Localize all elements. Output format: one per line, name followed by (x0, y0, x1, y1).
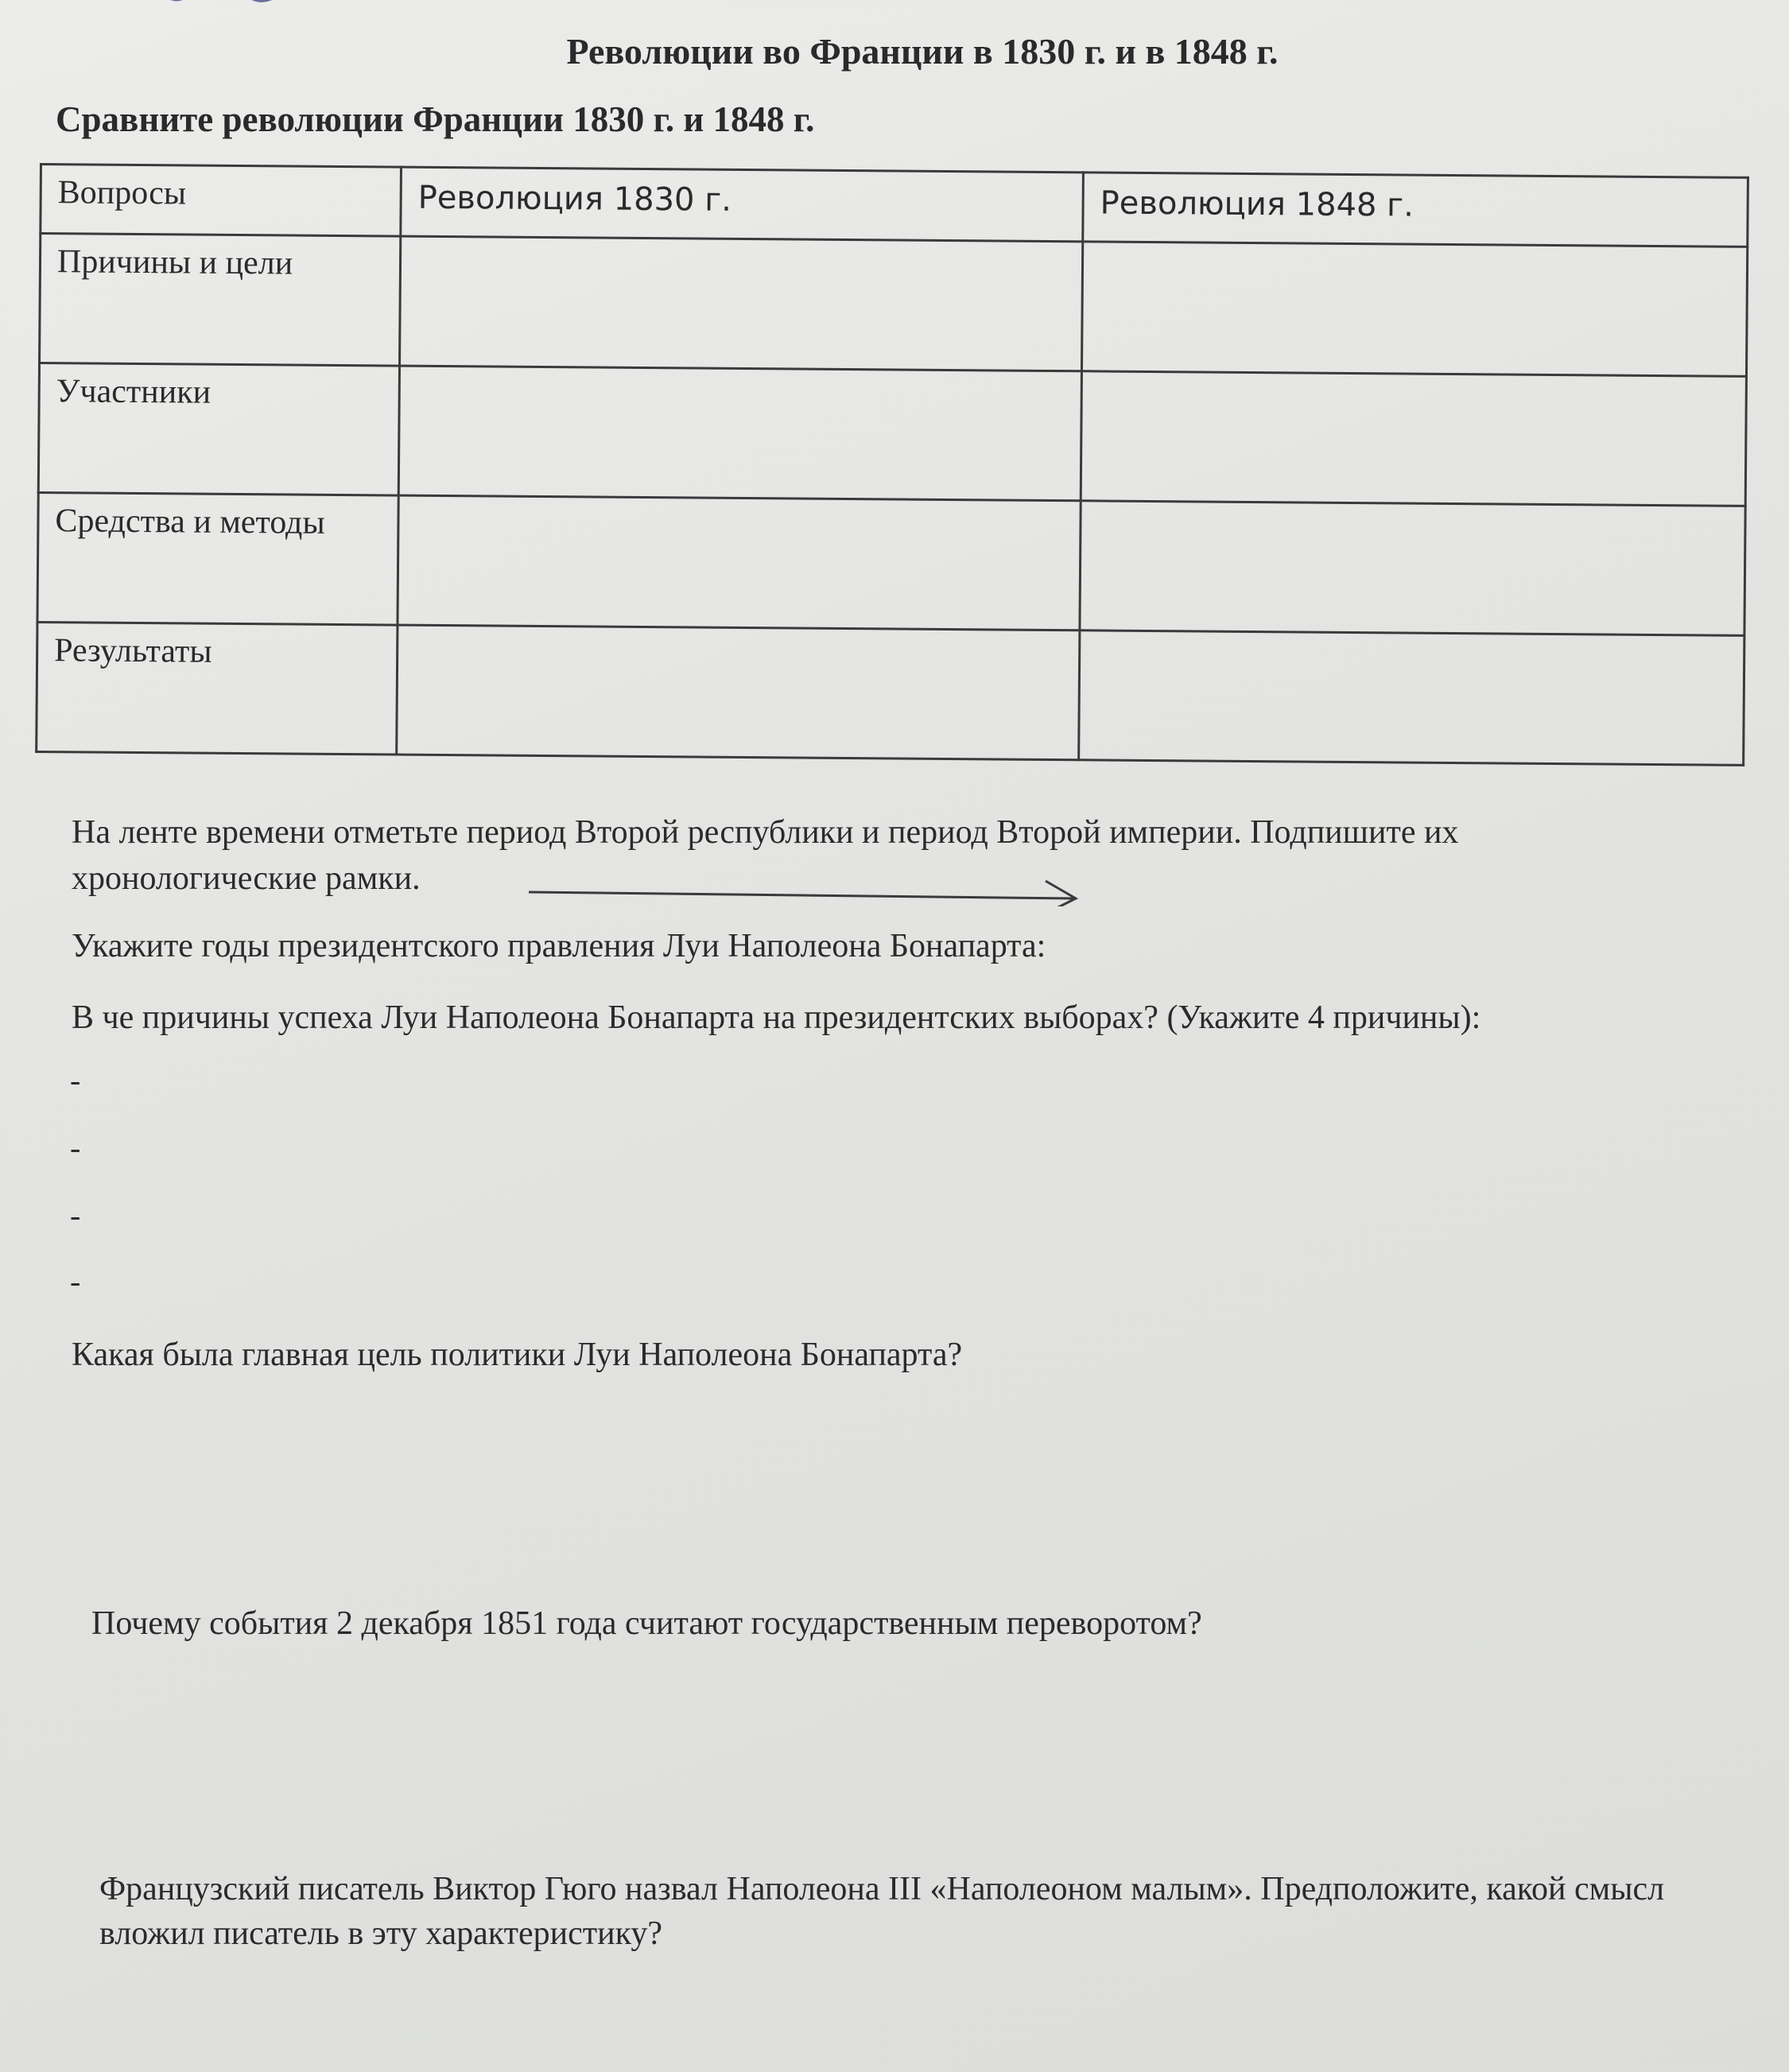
row-label: Участники (38, 363, 399, 496)
answer-cell[interactable] (1080, 501, 1745, 636)
answer-dash: - (70, 1197, 81, 1233)
answer-cell[interactable] (400, 236, 1083, 371)
row-label: Причины и цели (40, 234, 401, 367)
task-heading: Сравните революции Франции 1830 г. и 1848 г. (56, 99, 815, 139)
table-row (40, 234, 1748, 377)
header-revolution-1830: Революция 1830 г. (401, 167, 1084, 242)
answer-cell[interactable] (398, 366, 1081, 501)
header-questions: Вопросы (41, 165, 402, 237)
question-goal: Какая была главная цель политики Луи Наполеона Бонапарта? (72, 1337, 963, 1373)
table-row (38, 363, 1746, 506)
handwritten-mark (151, 0, 310, 27)
table-header-row (41, 165, 1748, 247)
page-title: Революции во Франции в 1830 г. и в 1848 г. (566, 31, 1279, 72)
table-row (37, 622, 1744, 765)
answer-cell[interactable] (1081, 242, 1747, 377)
question-reasons: В че причины успеха Луи Наполеона Бонапарта на президентских выборах? (Укажите 4 причины): (72, 999, 1481, 1036)
question-years: Укажите годы президентского правления Луи Наполеона Бонапарта: (72, 928, 1046, 964)
answer-dash: - (70, 1130, 81, 1166)
header-revolution-1848: Революция 1848 г. (1083, 173, 1748, 247)
question-hugo: Французский писатель Виктор Гюго назвал Наполеона III «Наполеоном малым». Предположите, какой смысл вложил писатель в эту характеристику? (99, 1871, 1665, 1952)
answer-cell[interactable] (398, 495, 1081, 631)
answer-cell[interactable] (1079, 631, 1744, 766)
table-row (37, 492, 1745, 635)
timeline-arrow (529, 875, 1085, 906)
question-coup: Почему события 2 декабря 1851 года считают государственным переворотом? (91, 1605, 1202, 1642)
comparison-table (35, 163, 1749, 766)
row-label: Результаты (37, 622, 398, 755)
answer-cell[interactable] (1081, 371, 1746, 506)
question-timeline: На ленте времени отметьте период Второй республики и период Второй империи. Подпишите их хронологические рамки. (72, 814, 1459, 897)
answer-dash: - (70, 1062, 81, 1098)
row-label: Средства и методы (37, 492, 398, 625)
answer-cell[interactable] (397, 625, 1080, 760)
answer-dash: - (70, 1263, 81, 1299)
